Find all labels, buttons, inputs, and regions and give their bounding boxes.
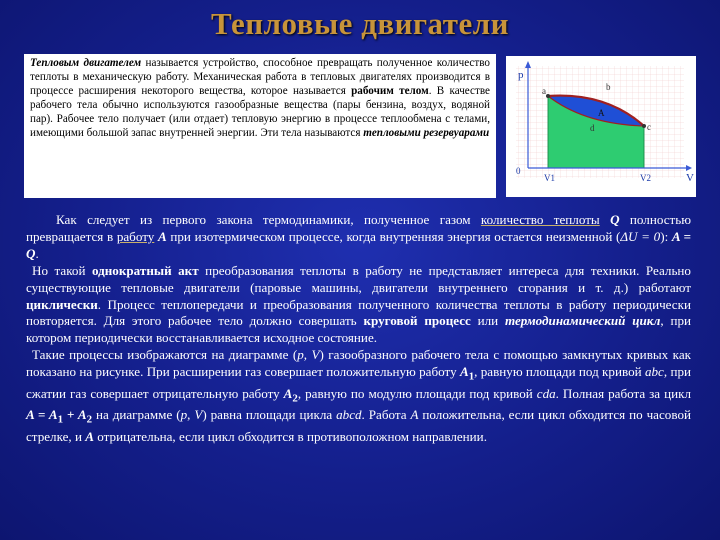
p3-text: ) газообразного рабочего тела с помощью замкнутых кривых как показано на рисунке. При расширении газ совершает положительную работу	[26, 347, 691, 380]
sub-1: 1	[57, 413, 64, 426]
p3-text: ,	[303, 347, 312, 363]
label-v2: V2	[640, 173, 651, 183]
symbol-v: V	[194, 407, 203, 423]
p3-text: . Работа	[361, 407, 411, 423]
link-work[interactable]: работу	[116, 228, 155, 244]
p3-text: , при сжатии газ совершает отрицательную работу	[26, 364, 692, 401]
curve-label-cda: cda	[536, 385, 556, 401]
sub-1: 1	[468, 370, 475, 383]
p3-text: на диаграмме (	[92, 407, 181, 423]
link-heat-quantity[interactable]: количество теплоты	[480, 212, 600, 227]
label-c: c	[647, 122, 651, 132]
formula-sum-plus: + A	[63, 407, 87, 423]
symbol-a2: A	[283, 385, 293, 401]
p1-text: полностью превращается в	[26, 212, 691, 244]
p2-text: преобразования теплоты в работу не представляет интереса для техники. Реально существующие тепловые двигатели (паровые машины, двигатели внутреннего сгорания и т. д.) работают	[26, 262, 691, 295]
p2-text: или	[470, 313, 505, 329]
main-text	[26, 212, 691, 446]
p1-text: ):	[660, 228, 672, 244]
p1-text: Как следует из первого закона термодинамики, полученное газом	[56, 212, 481, 227]
symbol-p: p	[180, 407, 188, 423]
term-heat-reservoirs: тепловыми резервуарами	[363, 127, 490, 140]
p3-text: ,	[187, 407, 195, 423]
sub-2: 2	[292, 392, 298, 405]
intro-definition-box	[24, 54, 496, 198]
label-a: a	[542, 86, 546, 96]
symbol-a: A	[85, 428, 94, 444]
term-working-body: рабочим телом	[351, 85, 429, 98]
symbol-q: Q	[610, 212, 620, 227]
label-area-a: A	[598, 108, 605, 118]
symbol-a1: A	[459, 364, 469, 380]
page-title: Тепловые двигатели	[211, 6, 509, 41]
intro-text-1: называется устройство, способное превращать полученное количество теплоты в механическую работу. Механическая работа в тепловых двигателях производится в процессе расширения некоторого вещества, которое называется	[30, 57, 490, 98]
label-origin: 0	[516, 166, 521, 176]
paragraph-2	[26, 263, 691, 348]
p2-text: , при котором периодически восстанавливается исходное состояние.	[26, 313, 692, 346]
intro-text-2: . В качестве рабочего тела обычно используются газообразные вещества (пары бензина, воздух, водяной пар). Рабочее тело получает (или отдает) тепловую энергию в процессе теплообмена с телами, имеющими большой запас внутренней энергии. Эти тела называются	[30, 85, 490, 140]
p1-text: при изотермическом процессе, когда внутренняя энергия остается неизменной (	[166, 228, 621, 244]
p3-text: , равную площади под кривой	[474, 364, 645, 380]
cycle-label-abcd: abcd	[336, 407, 362, 423]
p1-text: .	[35, 245, 39, 261]
p2-text: . Процесс теплопередачи и преобразования полученного количества теплоты в работу периодически повторяется. Для этого рабочее тело должно совершать	[26, 296, 691, 329]
pv-cycle-diagram	[506, 56, 696, 197]
p2-text: Но такой	[32, 262, 92, 278]
term-heat-engine: Тепловым двигателем	[30, 57, 142, 69]
p3-text: положительна, если цикл обходится по часовой стрелке, и	[26, 407, 691, 444]
symbol-p: p	[297, 347, 304, 363]
curve-label-abc: abc	[644, 364, 664, 380]
p3-text: ) равна площади цикла	[202, 407, 337, 423]
term-single-act: однократный акт	[91, 262, 199, 278]
formula-a-eq-q: A = Q	[26, 228, 691, 261]
paragraph-3	[26, 347, 691, 445]
symbol-a: A	[157, 228, 167, 244]
sub-2: 2	[86, 413, 93, 426]
formula-du: ΔU = 0	[620, 228, 661, 244]
label-v: V	[686, 172, 694, 184]
label-p: p	[518, 69, 524, 81]
label-v1: V1	[544, 173, 555, 183]
p3-text: . Полная работа за цикл	[555, 385, 691, 401]
p3-text: Такие процессы изображаются на диаграмме (	[32, 347, 298, 363]
label-b: b	[606, 82, 611, 92]
term-cyclic: циклически	[26, 296, 98, 312]
p3-text: отрицательна, если цикл обходится в противоположном направлении.	[94, 428, 487, 444]
point-c	[642, 124, 646, 128]
p3-text: , равную по модулю площади под кривой	[297, 385, 537, 401]
paragraph-1	[26, 212, 691, 263]
p1-space	[600, 212, 610, 227]
symbol-v: V	[311, 347, 320, 363]
term-thermo-cycle: термодинамический цикл	[504, 313, 661, 329]
symbol-a: A	[410, 407, 419, 423]
formula-sum: A = A	[26, 407, 58, 423]
label-d: d	[590, 123, 595, 133]
term-circular-process: круговой процесс	[363, 313, 471, 329]
point-a	[546, 94, 550, 98]
